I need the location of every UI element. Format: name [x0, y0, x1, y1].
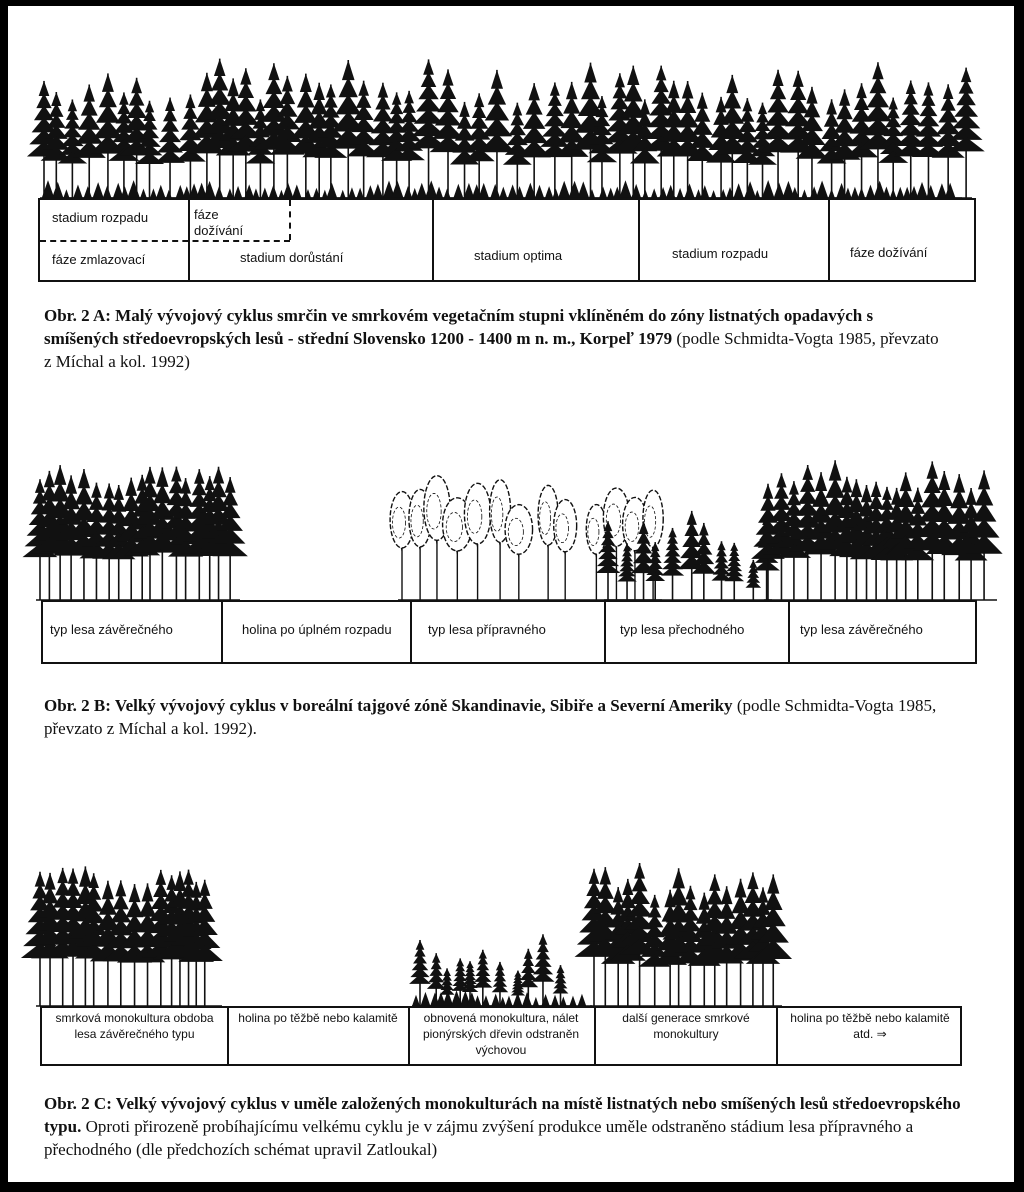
fig-a-cell-faze: fáze — [194, 207, 219, 222]
fig-a-cell-faze-dozivani: fáze dožívání — [850, 245, 928, 260]
fig-c-spruce-left — [21, 866, 223, 1006]
fig-a-cell-faze-zmlazovaci: fáze zmlazovací — [52, 252, 146, 267]
fig-b-divider — [604, 600, 606, 664]
fig-a-dashed-split-vertical — [289, 200, 291, 240]
fig-a-divider — [828, 198, 830, 282]
fig-a-cell-dozivani: dožívání — [194, 223, 244, 238]
fig-c-caption-text: Oproti přirozeně probíhajícímu velkému cyklu je v zájmu zvýšení produkce uměle odstraněno stádium lesa přípravného a přechodného (dle předchozích schémat upravil Zatloukal) — [44, 1117, 914, 1159]
fig-c-divider — [594, 1006, 596, 1066]
fig-b-caption-source: (podle Schmidta-Vogta 1985, převzato z Míchal a kol. 1992). — [44, 696, 937, 738]
fig-c-cell-obnovena: obnovená monokultura, nálet pionýrských dřevin odstraněn výchovou — [422, 1011, 580, 1057]
fig-c-divider — [227, 1006, 229, 1066]
fig-b-caption-title: Obr. 2 B: Velký vývojový cyklus v boreální tajgové zóně Skandinavie, Sibiře a Severní Ameriky — [44, 696, 733, 715]
fig-b-spruce-left — [23, 465, 248, 600]
fig-a-caption-source: (podle Schmidta-Vogta 1985, převzato z Míchal a kol. 1992) — [44, 329, 939, 371]
fig-b-divider — [221, 600, 223, 664]
fig-b-cell-zaverecneho-2: typ lesa závěrečného — [800, 622, 923, 637]
fig-a-cell-stadium-rozpadu-1: stadium rozpadu — [52, 210, 149, 225]
fig-a-undergrowth — [42, 180, 962, 198]
fig-c-spruce-right — [575, 863, 793, 1006]
fig-a-divider — [432, 198, 434, 282]
fig-b-divider — [788, 600, 790, 664]
fig-a-dashed-split — [40, 240, 290, 242]
fig-b-cell-zaverecneho-1: typ lesa závěrečného — [50, 622, 173, 637]
fig-a-cell-stadium-optima: stadium optima — [474, 248, 563, 263]
fig-b-cell-prechodneho: typ lesa přechodného — [620, 622, 745, 637]
fig-a-cell-stadium-rozpadu-2: stadium rozpadu — [672, 246, 769, 261]
fig-c-divider — [408, 1006, 410, 1066]
fig-a-cell-stadium-dorustani: stadium dorůstání — [240, 250, 344, 265]
fig-c-caption-title: Obr. 2 C: Velký vývojový cyklus v uměle založených monokulturách na místě listnatých nebo smíšených lesů středoevropského typu. — [44, 1094, 961, 1136]
fig-b-divider — [410, 600, 412, 664]
fig-a-spruce-forest — [27, 59, 985, 198]
fig-a-caption-title: Obr. 2 A: Malý vývojový cyklus smrčin ve smrkovém vegetačním stupni vklíněném do zóny listnatých opadavých s smíšených středoevropských lesů - střední Slovensko 1200 - 1400 m n. m., Korpeľ 1979 — [44, 306, 874, 348]
fig-a-divider — [638, 198, 640, 282]
fig-b-spruce-right — [751, 460, 1003, 600]
fig-c-cell-monokultura: smrková monokultura obdoba lesa závěrečného typu — [55, 1011, 214, 1041]
fig-c-regrowth — [409, 934, 572, 1006]
fig-c-cell-holina-1: holina po těžbě nebo kalamitě — [238, 1011, 398, 1025]
fig-a-caption — [44, 304, 944, 373]
fig-b-cell-holina: holina po úplném rozpadu — [242, 622, 392, 637]
fig-c-caption — [44, 1092, 964, 1161]
fig-b-cell-pripravneho: typ lesa přípravného — [428, 622, 546, 637]
fig-c-cell-holina-2: holina po těžbě nebo kalamitě atd. ⇒ — [790, 1011, 950, 1041]
scanned-page — [8, 6, 1014, 1182]
fig-c-cell-dalsi-generace: další generace smrkové monokultury — [622, 1011, 750, 1041]
fig-c-divider — [776, 1006, 778, 1066]
fig-b-caption — [44, 694, 964, 740]
